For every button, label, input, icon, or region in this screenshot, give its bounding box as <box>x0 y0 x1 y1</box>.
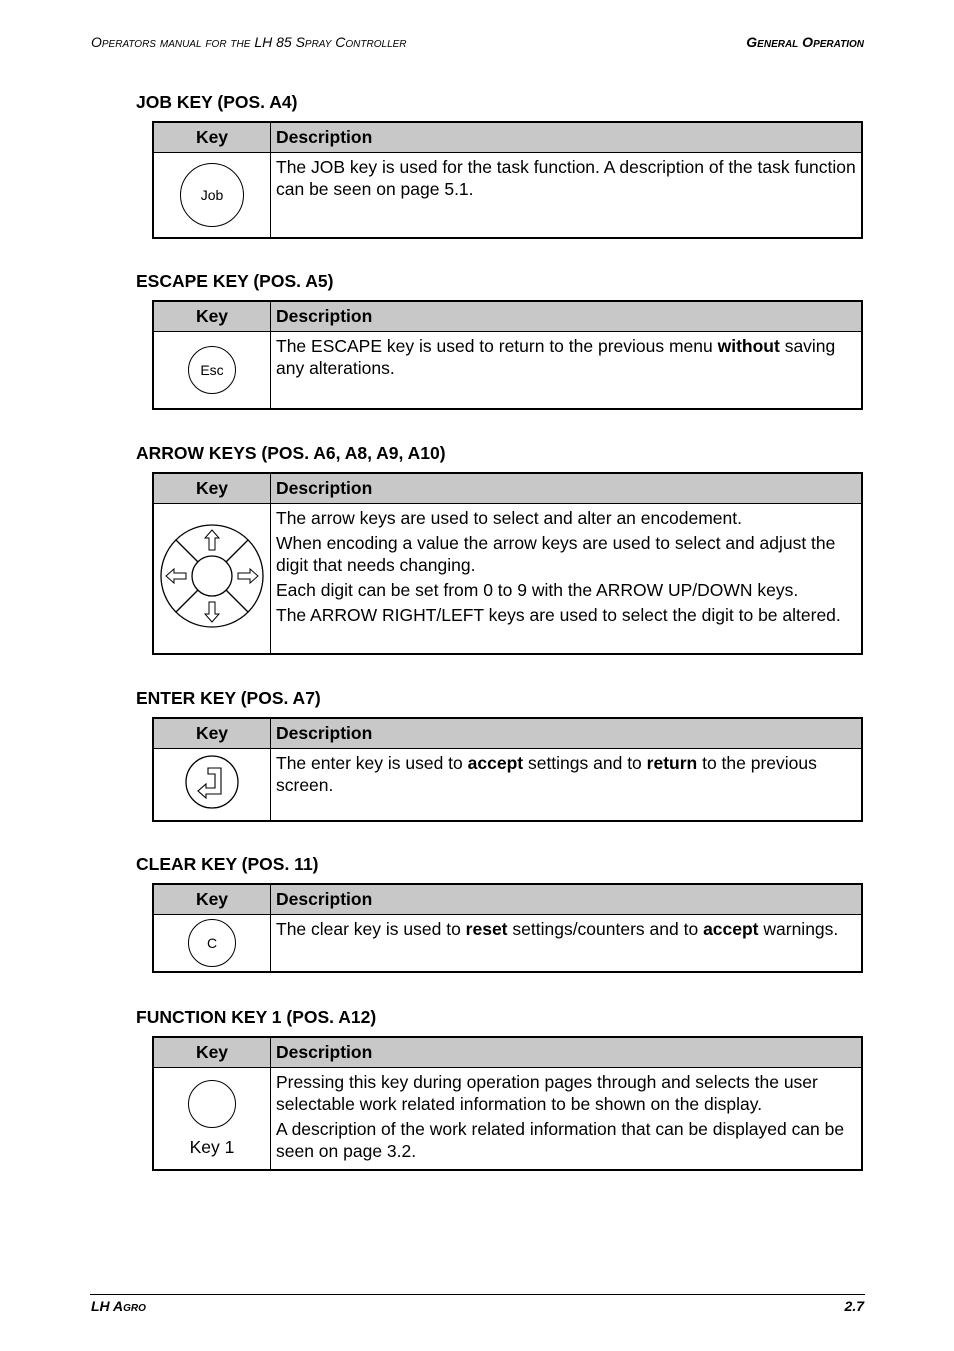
description-cell <box>271 749 863 821</box>
clear-key-table <box>152 883 863 973</box>
job-key-label: Job <box>200 186 224 203</box>
description-text: The JOB key is used for the task function. A description of the task function can be seen on page 5.1. <box>276 157 856 199</box>
key-cell <box>153 332 271 409</box>
column-header-description: Description <box>271 301 863 332</box>
arrow-keys-icon <box>159 523 265 629</box>
job-key-table <box>152 121 863 239</box>
function-key-1-table <box>152 1036 863 1171</box>
key-cell <box>153 749 271 821</box>
section-title-job-key: JOB KEY (POS. A4) <box>136 92 298 112</box>
escape-key-table <box>152 300 863 410</box>
function-key-1-label: Key 1 <box>189 1136 235 1157</box>
column-header-key: Key <box>153 884 271 915</box>
description-text: The ESCAPE key is used to return to the previous menu without saving any alterations. <box>276 336 836 378</box>
key-cell <box>153 1068 271 1171</box>
arrow-right-icon <box>238 569 258 583</box>
column-header-description: Description <box>271 718 863 749</box>
column-header-key: Key <box>153 301 271 332</box>
column-header-key: Key <box>153 473 271 504</box>
description-cell <box>271 332 863 409</box>
description-text: Pressing this key during operation pages through and selects the user selectable work related information to be shown on the display. <box>276 1072 818 1114</box>
running-header-left: Operators manual for the LH 85 Spray Controller <box>91 34 407 50</box>
description-text: The enter key is used to accept settings and to return to the previous screen. <box>276 753 817 795</box>
arrow-up-icon <box>205 530 219 550</box>
page-number: 2.7 <box>844 1298 864 1314</box>
column-header-description: Description <box>271 1037 863 1068</box>
footer-divider <box>90 1294 865 1295</box>
enter-key-table <box>152 717 863 822</box>
clear-key-label: C <box>206 934 218 951</box>
enter-key-icon <box>184 754 240 810</box>
column-header-key: Key <box>153 718 271 749</box>
description-text: Each digit can be set from 0 to 9 with the ARROW UP/DOWN keys. <box>276 580 799 600</box>
escape-key-label: Esc <box>200 361 224 378</box>
column-header-description: Description <box>271 122 863 153</box>
description-text: When encoding a value the arrow keys are used to select and adjust the digit that needs changing. <box>276 533 836 575</box>
arrow-keys-table <box>152 472 863 655</box>
footer-company: LH Agro <box>91 1298 146 1314</box>
description-cell <box>271 504 863 654</box>
description-text: A description of the work related information that can be displayed can be seen on page 3.2. <box>276 1119 845 1161</box>
section-title-function-key-1: FUNCTION KEY 1 (POS. A12) <box>136 1007 377 1027</box>
key-cell <box>153 153 271 238</box>
description-text: The clear key is used to reset settings/counters and to accept warnings. <box>276 919 839 939</box>
function-key-1-icon <box>188 1080 236 1128</box>
description-cell <box>271 153 863 238</box>
key-cell <box>153 504 271 654</box>
section-title-enter-key: ENTER KEY (POS. A7) <box>136 688 321 708</box>
description-cell <box>271 915 863 972</box>
escape-key-icon <box>188 346 236 394</box>
arrow-left-icon <box>166 569 186 583</box>
column-header-key: Key <box>153 1037 271 1068</box>
description-text: The arrow keys are used to select and alter an encodement. <box>276 508 742 528</box>
column-header-key: Key <box>153 122 271 153</box>
key-cell <box>153 915 271 972</box>
column-header-description: Description <box>271 473 863 504</box>
description-text: The ARROW RIGHT/LEFT keys are used to select the digit to be altered. <box>276 605 841 625</box>
section-title-clear-key: CLEAR KEY (POS. 11) <box>136 854 319 874</box>
description-cell <box>271 1068 863 1171</box>
running-header-right: General Operation <box>746 34 864 50</box>
arrow-down-icon <box>205 602 219 622</box>
job-key-icon <box>180 163 244 227</box>
column-header-description: Description <box>271 884 863 915</box>
clear-key-icon <box>188 919 236 967</box>
section-title-escape-key: ESCAPE KEY (POS. A5) <box>136 271 334 291</box>
section-title-arrow-keys: ARROW KEYS (POS. A6, A8, A9, A10) <box>136 443 446 463</box>
